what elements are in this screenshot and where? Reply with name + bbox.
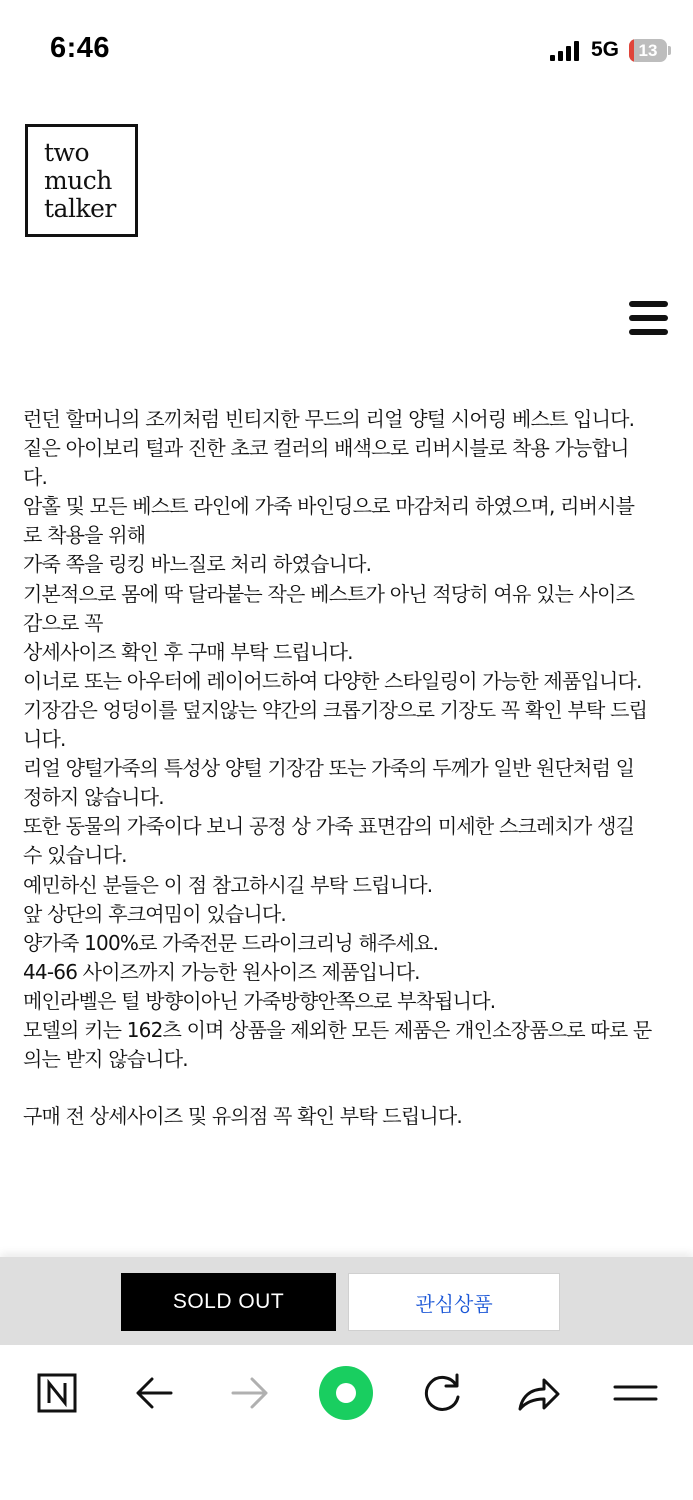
description-line: 또한 동물의 가죽이다 보니 공정 상 가죽 표면감의 미세한 스크레치가 생길 (23, 814, 635, 839)
description-line: 44-66 사이즈까지 가능한 원사이즈 제품입니다. (23, 959, 420, 984)
hamburger-menu-icon[interactable] (629, 301, 668, 335)
purchase-notice: 구매 전 상세사이즈 및 유의점 꼭 확인 부탁 드립니다. (23, 1104, 462, 1128)
description-line: 로 착용을 위해 (23, 523, 146, 548)
signal-icon (550, 41, 580, 61)
share-icon[interactable] (508, 1363, 568, 1423)
forward-arrow-icon[interactable] (220, 1363, 280, 1423)
menu-lines-icon[interactable] (604, 1363, 664, 1423)
description-line: 예민하신 분들은 이 점 참고하시길 부탁 드립니다. (23, 872, 433, 897)
description-line: 모델의 키는 162츠 이며 상품을 제외한 모든 제품은 개인소장품으로 따로 문 (23, 1017, 652, 1042)
naver-n-icon[interactable] (28, 1363, 88, 1423)
battery-level: 13 (638, 41, 658, 60)
description-line: 앞 상단의 후크여밈이 있습니다. (23, 901, 286, 926)
description-line: 감으로 꼭 (23, 610, 103, 635)
description-line: 리얼 양털가죽의 특성상 양털 기장감 또는 가죽의 두께가 일반 원단처럼 일 (23, 756, 635, 781)
description-line: 짙은 아이보리 털과 진한 초코 컬러의 배색으로 리버시블로 착용 가능합니 (23, 436, 629, 461)
description-line: 수 있습니다. (23, 843, 127, 868)
logo-line-3: talker (44, 194, 116, 223)
refresh-icon[interactable] (412, 1363, 472, 1423)
description-line: 니다. (23, 727, 66, 752)
network-label: 5G (591, 38, 620, 61)
description-line: 기본적으로 몸에 딱 달라붙는 작은 베스트가 아닌 적당히 여유 있는 사이즈 (23, 581, 635, 606)
brand-logo[interactable] (25, 124, 138, 237)
product-description (23, 405, 663, 1074)
description-line: 암홀 및 모든 베스트 라인에 가죽 바인딩으로 마감처리 하였으며, 리버시블 (23, 494, 635, 519)
status-time: 6:46 (50, 32, 111, 64)
wishlist-button[interactable]: 관심상품 (348, 1273, 560, 1331)
description-line: 다. (23, 465, 48, 490)
sold-out-button[interactable]: SOLD OUT (121, 1273, 336, 1331)
description-line: 런던 할머니의 조끼처럼 빈티지한 무드의 리얼 양털 시어링 베스트 입니다. (23, 407, 635, 431)
status-bar (0, 0, 693, 100)
description-line: 양가죽 100%로 가죽전문 드라이크리닝 해주세요. (23, 930, 439, 955)
description-line: 정하지 않습니다. (23, 785, 164, 810)
back-arrow-icon[interactable] (124, 1363, 184, 1423)
description-line: 이너로 또는 아우터에 레이어드하여 다양한 스타일링이 가능한 제품입니다. (23, 668, 642, 693)
description-line: 가죽 쪽을 링킹 바느질로 처리 하였습니다. (23, 552, 372, 577)
battery-icon (629, 39, 671, 62)
browser-toolbar (0, 1345, 693, 1500)
logo-line-2: much (44, 166, 112, 195)
logo-line-1: two (44, 138, 89, 167)
description-line: 메인라벨은 털 방향이아닌 가죽방향안쪽으로 부착됩니다. (23, 988, 496, 1013)
description-line: 기장감은 엉덩이를 덮지않는 약간의 크롭기장으로 기장도 꼭 확인 부탁 드립 (23, 697, 648, 722)
purchase-action-bar (0, 1257, 693, 1345)
green-circle-icon[interactable] (316, 1363, 376, 1423)
description-line: 상세사이즈 확인 후 구매 부탁 드립니다. (23, 639, 353, 664)
description-line: 의는 받지 않습니다. (23, 1047, 188, 1072)
